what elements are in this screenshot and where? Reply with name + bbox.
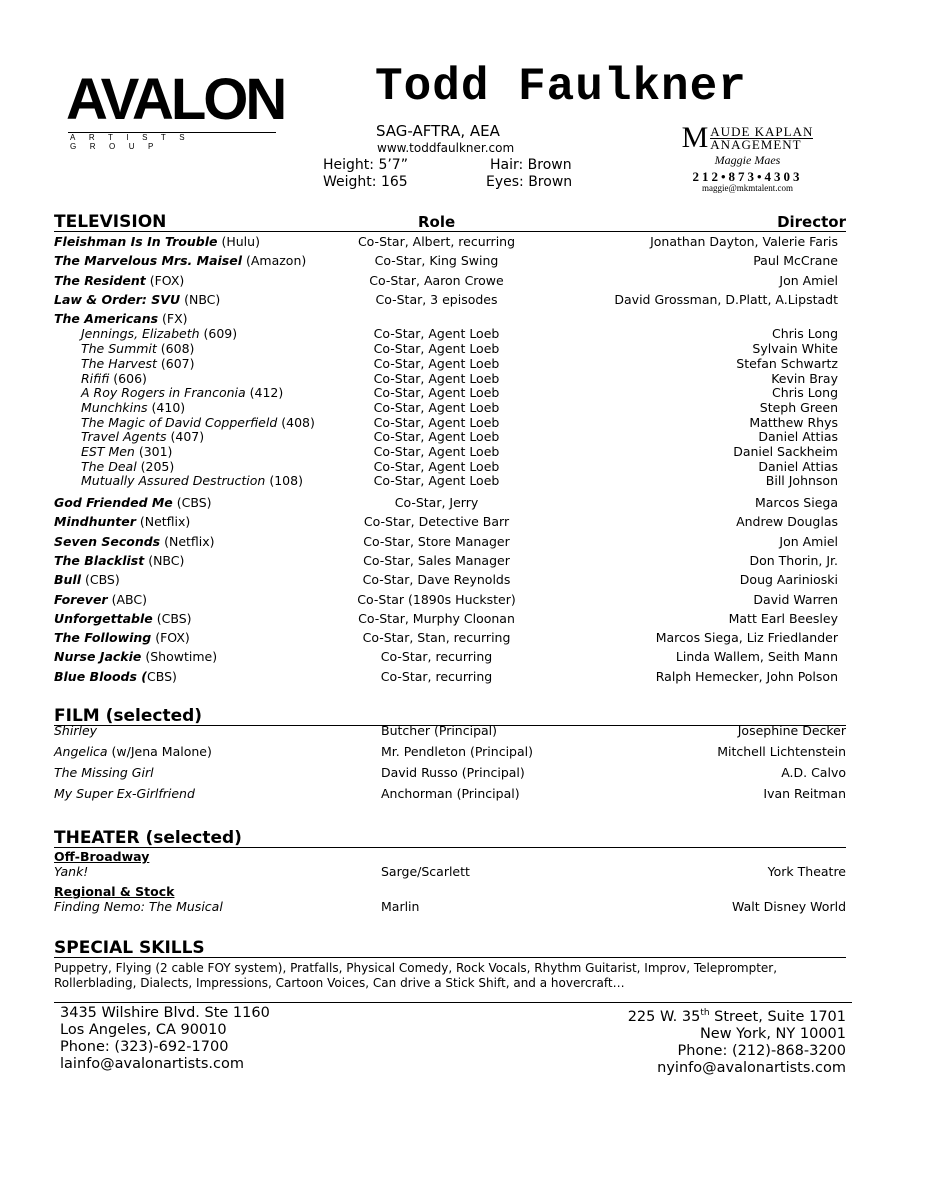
episode-title: Rififi	[81, 370, 110, 386]
tv-network: (Hulu)	[217, 234, 260, 249]
actor-weight: Weight: 165	[323, 174, 408, 190]
skills-line: Rollerblading, Dialects, Impressions, Cartoon Voices, Can drive a Stick Shift, and a hovercraft…	[54, 976, 625, 990]
management-phone: 212•873•4303	[692, 169, 803, 184]
episode-number: (410)	[147, 399, 186, 415]
director-column-heading: Director	[777, 213, 846, 231]
tv-network: (FOX)	[145, 272, 185, 288]
tv-role: Co-Star, Stan, recurring	[362, 630, 511, 646]
episode-director: Daniel Attias	[758, 429, 838, 445]
tv-credit-row	[54, 647, 846, 666]
episode-title: Munchkins	[81, 399, 148, 415]
episode-director: Sylvain White	[752, 341, 838, 357]
tv-show-title: Seven Seconds	[54, 533, 161, 549]
episode-row	[54, 342, 846, 357]
episode-director: Steph Green	[759, 399, 838, 415]
episode-role: Co-Star, Agent Loeb	[373, 458, 500, 474]
theater-role: Sarge/Scarlett	[381, 864, 470, 879]
tv-show-title: The Marvelous Mrs. Maisel	[54, 253, 242, 269]
episode-row	[54, 474, 846, 489]
tv-network: (Showtime)	[141, 649, 218, 665]
episode-row	[54, 357, 846, 372]
tv-credit-row	[54, 493, 846, 512]
tv-director: Matt Earl Beesley	[728, 610, 838, 626]
episode-number: (407)	[166, 429, 205, 445]
tv-role: Co-Star, Murphy Cloonan	[358, 610, 515, 626]
tv-credit-row	[54, 590, 846, 609]
television-section	[54, 213, 846, 686]
ny-city: New York, NY 10001	[699, 1025, 846, 1042]
tv-network: (ABC)	[107, 591, 147, 607]
tv-credit-row	[54, 232, 846, 251]
management-logo	[675, 121, 820, 193]
ny-email[interactable]: nyinfo@avalonartists.com	[657, 1059, 846, 1076]
episode-director: Daniel Attias	[758, 458, 838, 474]
episode-row	[54, 430, 846, 445]
episode-row	[54, 401, 846, 416]
film-credit-row	[54, 741, 846, 762]
management-logo-monogram: M	[681, 121, 710, 154]
film-title-text: Angelica	[54, 744, 108, 759]
avalon-logo	[66, 67, 285, 151]
film-credit-row	[54, 783, 846, 804]
film-section	[54, 707, 846, 804]
tv-show-title: Bull	[54, 572, 81, 588]
tv-show-title: The Resident	[54, 272, 146, 288]
film-director: A.D. Calvo	[781, 765, 846, 780]
tv-director: Jonathan Dayton, Valerie Faris	[650, 234, 838, 249]
film-title	[54, 783, 195, 804]
episode-number: (606)	[109, 370, 147, 386]
americans-episodes	[54, 327, 846, 489]
tv-show-title: Mindhunter	[54, 514, 136, 530]
la-office-address	[60, 1005, 270, 1073]
agency-footer	[54, 1002, 852, 1076]
film-role: David Russo (Principal)	[381, 765, 525, 780]
tv-network: (CBS)	[172, 495, 212, 511]
la-email[interactable]: lainfo@avalonartists.com	[60, 1056, 244, 1072]
television-title: TELEVISION	[54, 212, 167, 232]
theater-group-label: Off-Broadway	[54, 849, 150, 864]
episode-role: Co-Star, Agent Loeb	[373, 370, 500, 386]
actor-name: Todd Faulkner	[375, 61, 747, 113]
skills-text	[54, 961, 846, 991]
tv-role: Co-Star, Dave Reynolds	[362, 572, 511, 588]
episode-title: A Roy Rogers in Franconia	[81, 385, 246, 401]
tv-network: (CBS)	[81, 572, 120, 588]
episode-role: Co-Star, Agent Loeb	[373, 326, 500, 342]
tv-director: Marcos Siega	[754, 495, 838, 511]
tv-director: David Grossman, D.Platt, A.Lipstadt	[614, 291, 838, 307]
episode-director: Matthew Rhys	[749, 414, 838, 430]
role-column-heading: Role	[418, 213, 456, 231]
theater-show-title: Yank!	[54, 864, 89, 879]
tv-network: CBS)	[146, 668, 177, 684]
episode-row	[54, 372, 846, 387]
la-street: 3435 Wilshire Blvd. Ste 1160	[60, 1005, 270, 1021]
episode-role: Co-Star, Agent Loeb	[373, 473, 500, 489]
tv-show-title: Unforgettable	[54, 610, 153, 626]
television-heading	[54, 213, 846, 232]
tv-show-title: Fleishman Is In Trouble	[54, 234, 218, 249]
tv-director: Ralph Hemecker, John Polson	[655, 668, 838, 684]
ny-street: 225 W. 35th Street, Suite 1701	[627, 1008, 846, 1025]
episode-row	[54, 445, 846, 460]
episode-row	[54, 386, 846, 401]
theater-venue: Walt Disney World	[732, 899, 846, 914]
film-role: Anchorman (Principal)	[381, 786, 520, 801]
actor-unions: SAG-AFTRA, AEA	[376, 122, 500, 140]
episode-title: Mutually Assured Destruction	[81, 473, 266, 489]
tv-director: Jon Amiel	[779, 272, 838, 288]
episode-role: Co-Star, Agent Loeb	[373, 399, 500, 415]
tv-show-title: The Following	[54, 630, 152, 646]
theater-group-label: Regional & Stock	[54, 884, 175, 899]
tv-network: (NBC)	[180, 291, 221, 307]
film-role: Butcher (Principal)	[381, 723, 498, 738]
episode-number: (205)	[136, 458, 175, 474]
ny-office-address	[628, 1005, 846, 1077]
skills-title: SPECIAL SKILLS	[54, 938, 205, 958]
la-city: Los Angeles, CA 90010	[60, 1022, 227, 1038]
film-credit-row	[54, 762, 846, 783]
episode-director: Bill Johnson	[765, 473, 838, 489]
film-note: (w/Jena Malone)	[107, 744, 212, 759]
episode-row	[54, 460, 846, 475]
episode-title: Travel Agents	[81, 429, 167, 445]
film-credit-row	[54, 720, 846, 741]
skills-heading	[54, 939, 846, 958]
tv-network: (FX)	[158, 311, 188, 327]
episode-number: (607)	[156, 355, 195, 371]
episode-role: Co-Star, Agent Loeb	[373, 341, 500, 357]
episode-director: Chris Long	[772, 326, 838, 342]
tv-director: David Warren	[753, 591, 838, 607]
tv-director: Doug Aarinioski	[739, 572, 838, 588]
management-line2: ANAGEMENT	[710, 138, 813, 151]
episode-director: Stefan Schwartz	[736, 355, 838, 371]
tv-network: (CBS)	[152, 610, 192, 626]
la-phone: Phone: (323)-692-1700	[60, 1039, 229, 1055]
episode-title: Jennings, Elizabeth	[81, 326, 200, 342]
theater-show-title: Finding Nemo: The Musical	[54, 899, 223, 914]
episode-role: Co-Star, Agent Loeb	[373, 429, 500, 445]
tv-credit-row	[54, 609, 846, 628]
avalon-logo-word: AVALON	[66, 67, 285, 132]
episode-director: Daniel Sackheim	[733, 443, 838, 459]
management-agent: Maggie Maes	[714, 153, 781, 167]
tv-director: Don Thorin, Jr.	[749, 552, 838, 568]
tv-director: Paul McCrane	[753, 253, 838, 269]
tv-show-title: Forever	[54, 591, 108, 607]
tv-network: (Netflix)	[160, 533, 215, 549]
tv-role: Co-Star, Albert, recurring	[357, 234, 516, 249]
tv-role: Co-Star, Jerry	[394, 495, 479, 511]
film-title	[54, 720, 97, 741]
skills-section	[54, 939, 846, 991]
actor-website[interactable]: www.toddfaulkner.com	[377, 141, 515, 155]
episode-title: The Harvest	[81, 355, 157, 371]
episode-role: Co-Star, Agent Loeb	[373, 385, 500, 401]
film-director: Josephine Decker	[737, 723, 846, 738]
episode-number: (108)	[265, 473, 303, 489]
episode-title: The Deal	[81, 458, 137, 474]
actor-hair: Hair: Brown	[490, 157, 572, 173]
tv-credit-row	[54, 512, 846, 531]
tv-network: (Amazon)	[242, 253, 307, 269]
tv-show-title: Nurse Jackie	[54, 649, 142, 665]
film-title-text: Shirley	[54, 723, 98, 738]
episode-row	[54, 327, 846, 342]
episode-row	[54, 416, 846, 431]
tv-role: Co-Star, Aaron Crowe	[369, 272, 504, 288]
theater-heading	[54, 829, 846, 848]
episode-title: The Magic of David Copperfield	[81, 414, 278, 430]
tv-role: Co-Star (1890s Huckster)	[357, 591, 516, 607]
theater-credit-row	[54, 864, 846, 879]
tv-credit-row	[54, 628, 846, 647]
episode-role: Co-Star, Agent Loeb	[373, 355, 500, 371]
theater-section	[54, 829, 846, 914]
tv-credit-row	[54, 551, 846, 570]
episode-number: (301)	[134, 443, 173, 459]
tv-role: Co-Star, Store Manager	[363, 533, 510, 549]
episode-number: (412)	[245, 385, 284, 401]
episode-title: The Summit	[81, 341, 157, 357]
management-email[interactable]: maggie@mkmtalent.com	[701, 183, 793, 193]
episode-role: Co-Star, Agent Loeb	[373, 443, 500, 459]
theater-role: Marlin	[381, 899, 420, 914]
tv-director: Jon Amiel	[779, 533, 838, 549]
tv-role: Co-Star, Sales Manager	[363, 552, 510, 568]
film-title	[54, 741, 212, 762]
episode-role: Co-Star, Agent Loeb	[373, 414, 500, 430]
tv-network: (NBC)	[144, 552, 185, 568]
tv-director: Marcos Siega, Liz Friedlander	[655, 630, 838, 646]
tv-show-title: God Friended Me	[54, 495, 173, 511]
tv-credit-row	[54, 290, 846, 309]
episode-title: EST Men	[81, 443, 135, 459]
tv-role: Co-Star, King Swing	[374, 253, 499, 269]
management-line1: AUDE KAPLAN	[710, 124, 814, 139]
tv-credit-row	[54, 570, 846, 589]
episode-director: Kevin Bray	[771, 370, 838, 386]
tv-director: Linda Wallem, Seith Mann	[675, 649, 838, 665]
tv-show-title: The Americans	[54, 311, 159, 327]
tv-credit-row	[54, 271, 846, 290]
tv-show-title: The Blacklist	[54, 552, 145, 568]
tv-network: (Netflix)	[135, 514, 191, 530]
skills-line: Puppetry, Flying (2 cable FOY system), Pratfalls, Physical Comedy, Rock Vocals, Rhythm Guitarist, Improv, Teleprompter,	[54, 961, 778, 975]
film-credits	[54, 720, 846, 804]
film-title-text: The Missing Girl	[54, 765, 154, 780]
tv-show-title: Law & Order: SVU	[54, 291, 181, 307]
tv-show-title: Blue Bloods (	[54, 668, 147, 684]
film-title	[54, 762, 154, 783]
ny-phone: Phone: (212)-868-3200	[677, 1042, 846, 1059]
tv-role: Co-Star, recurring	[380, 649, 493, 665]
actor-eyes: Eyes: Brown	[486, 174, 573, 190]
episode-number: (608)	[156, 341, 195, 357]
avalon-logo-tagline: ARTISTS GROUP	[70, 133, 199, 151]
theater-venue: York Theatre	[767, 864, 846, 879]
theater-title: THEATER (selected)	[54, 828, 242, 848]
film-director: Mitchell Lichtenstein	[717, 744, 846, 759]
tv-credit-row	[54, 532, 846, 551]
theater-credit-row	[54, 899, 846, 914]
television-credits-bottom	[54, 493, 846, 686]
tv-network: (FOX)	[151, 630, 190, 646]
episode-number: (609)	[199, 326, 238, 342]
film-title-text: My Super Ex-Girlfriend	[54, 786, 195, 801]
television-credits-top	[54, 232, 846, 328]
tv-role: Co-Star, 3 episodes	[375, 291, 498, 307]
episode-director: Chris Long	[772, 385, 838, 401]
film-title: FILM (selected)	[54, 706, 203, 726]
tv-director: Andrew Douglas	[736, 514, 838, 530]
actor-height: Height: 5’7”	[323, 157, 408, 173]
film-director: Ivan Reitman	[763, 786, 846, 801]
film-role: Mr. Pendleton (Principal)	[381, 744, 533, 759]
tv-credit-row	[54, 667, 846, 686]
tv-role: Co-Star, recurring	[380, 668, 493, 684]
tv-credit-row	[54, 251, 846, 270]
episode-number: (408)	[277, 414, 315, 430]
tv-role: Co-Star, Detective Barr	[363, 514, 510, 530]
